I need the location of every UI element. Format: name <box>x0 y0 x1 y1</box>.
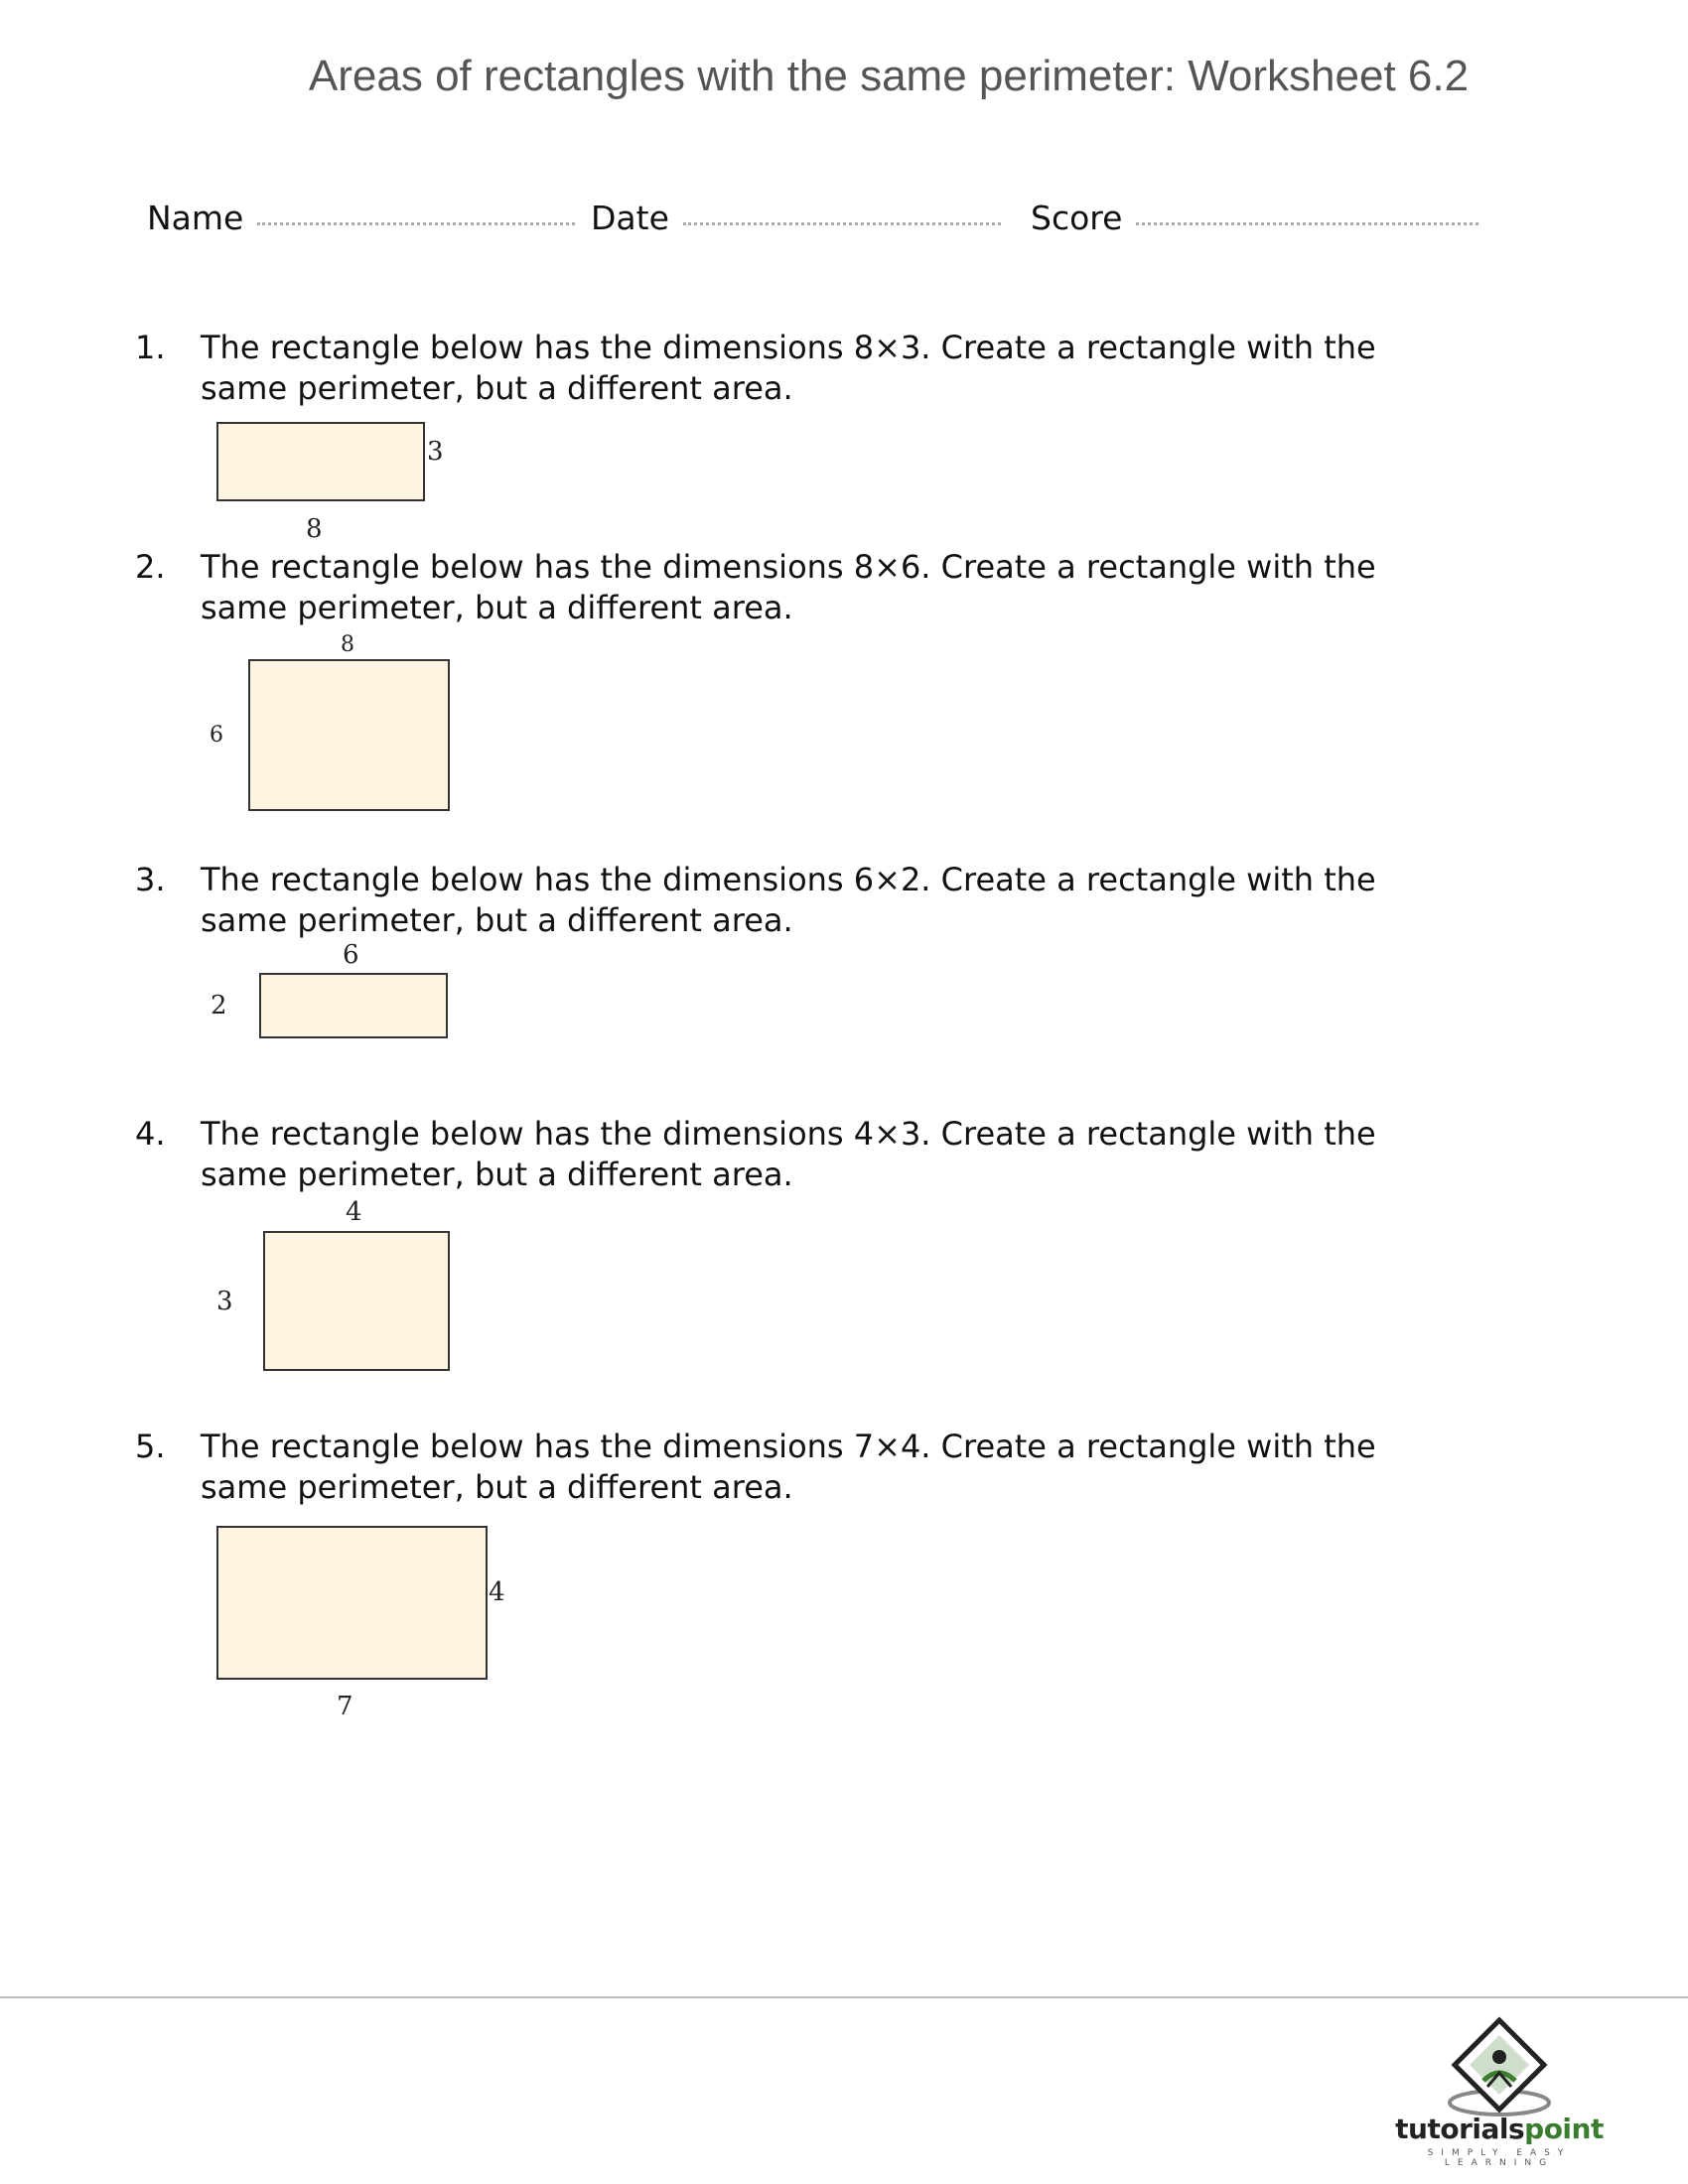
score-field[interactable] <box>1031 199 1478 237</box>
rectangle-figure-3 <box>259 973 448 1038</box>
question-text <box>201 1427 1442 1508</box>
width-label: 7 <box>337 1692 353 1721</box>
score-dotted-line <box>1136 222 1478 225</box>
logo-text-dark: tutorials <box>1395 2113 1525 2145</box>
width-label: 4 <box>346 1197 362 1227</box>
question-text <box>201 860 1442 941</box>
worksheet-title: Areas of rectangles with the same perimeter: Worksheet 6.2 <box>308 52 1470 100</box>
name-dotted-line <box>257 222 575 225</box>
question-number: 4. <box>135 1115 166 1153</box>
logo-tagline: SIMPLY EASY LEARNING <box>1427 2148 1572 2168</box>
question-line-2: same perimeter, but a different area. <box>201 589 793 626</box>
rectangle-figure-5 <box>216 1526 488 1680</box>
question-text <box>201 1114 1442 1195</box>
score-label: Score <box>1031 199 1123 237</box>
width-label: 6 <box>343 940 359 970</box>
rectangle-figure-4 <box>263 1231 450 1371</box>
date-field[interactable] <box>591 199 1001 237</box>
height-label: 2 <box>211 991 227 1021</box>
date-label: Date <box>591 199 669 237</box>
question-line-1: The rectangle below has the dimensions 8×3. Create a rectangle with the <box>201 329 1376 366</box>
question-number: 1. <box>135 329 166 366</box>
question-line-1: The rectangle below has the dimensions 8×6. Create a rectangle with the <box>201 548 1376 586</box>
height-label: 6 <box>210 723 223 748</box>
question-line-1: The rectangle below has the dimensions 7×4. Create a rectangle with the <box>201 1428 1376 1465</box>
question-text <box>201 328 1442 409</box>
logo-wordmark <box>1380 2113 1618 2145</box>
width-label: 8 <box>306 514 323 544</box>
width-label: 8 <box>341 632 354 657</box>
question-line-2: same perimeter, but a different area. <box>201 369 793 407</box>
question-line-2: same perimeter, but a different area. <box>201 1468 793 1506</box>
question-number: 3. <box>135 861 166 898</box>
height-label: 3 <box>216 1287 233 1316</box>
height-label: 4 <box>489 1577 505 1607</box>
question-number: 5. <box>135 1428 166 1465</box>
rectangle-figure-1 <box>216 422 425 501</box>
footer-divider <box>0 1996 1688 1998</box>
question-line-1: The rectangle below has the dimensions 4×3. Create a rectangle with the <box>201 1115 1376 1153</box>
name-label: Name <box>147 199 244 237</box>
rectangle-figure-2 <box>248 659 450 811</box>
question-text <box>201 547 1442 628</box>
logo-text-green: point <box>1524 2113 1604 2145</box>
question-line-1: The rectangle below has the dimensions 6×2. Create a rectangle with the <box>201 861 1376 898</box>
header-fields <box>147 199 1497 248</box>
height-label: 3 <box>427 437 444 467</box>
name-field[interactable] <box>147 199 575 237</box>
question-line-2: same perimeter, but a different area. <box>201 1156 793 1193</box>
date-dotted-line <box>683 222 1001 225</box>
question-number: 2. <box>135 548 166 586</box>
question-line-2: same perimeter, but a different area. <box>201 901 793 939</box>
